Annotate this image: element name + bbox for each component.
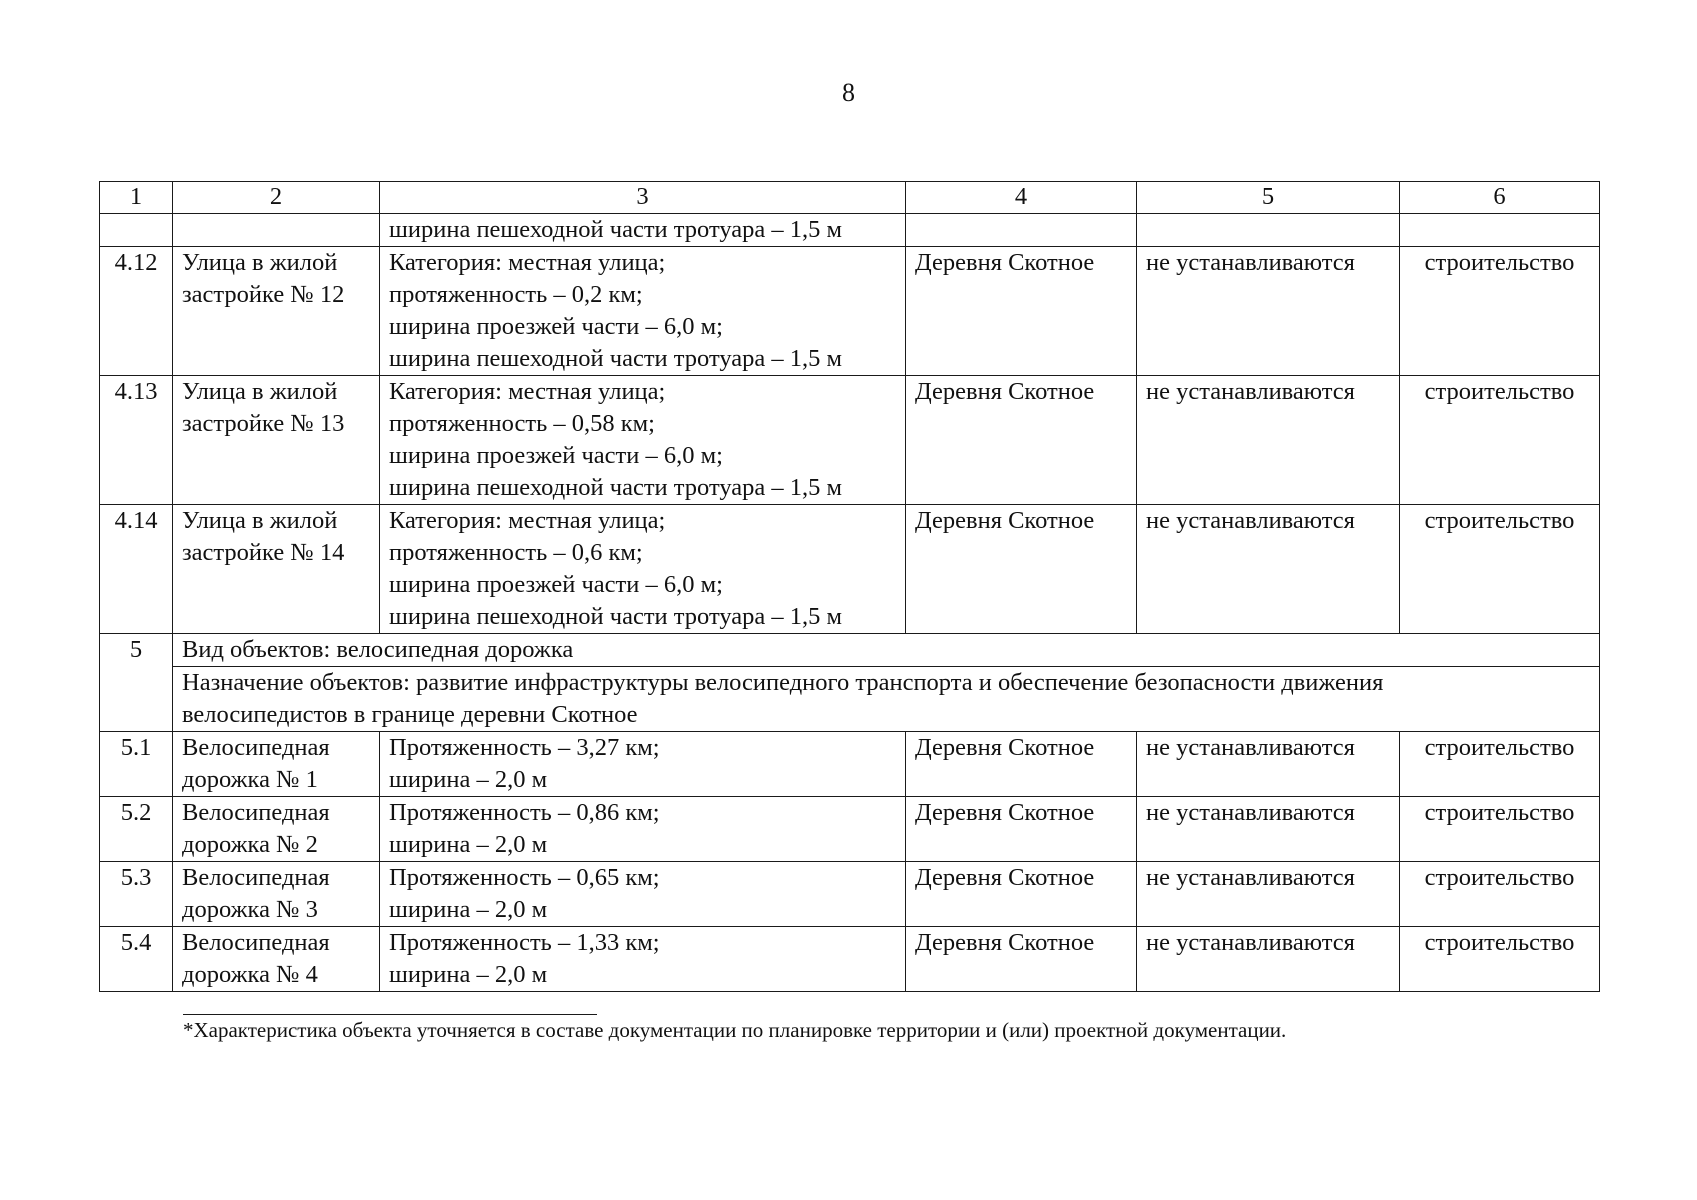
table-row xyxy=(100,732,1600,797)
cell-characteristics xyxy=(380,247,906,376)
name-line: Улица в жилой xyxy=(182,507,338,534)
cell-zones xyxy=(1137,214,1400,247)
cell-location xyxy=(906,214,1137,247)
column-number-1: 1 xyxy=(100,182,173,214)
cell-status: строительство xyxy=(1400,505,1600,634)
cell-number: 5.1 xyxy=(100,732,173,797)
cell-characteristics xyxy=(380,214,906,247)
section-purpose-row xyxy=(100,667,1600,732)
cell-characteristics xyxy=(380,927,906,992)
cell-number: 4.12 xyxy=(100,247,173,376)
cell-location: Деревня Скотное xyxy=(906,797,1137,862)
characteristics-line: Протяженность – 0,86 км; xyxy=(389,799,660,826)
cell-characteristics xyxy=(380,376,906,505)
name-line: застройке № 13 xyxy=(182,410,345,437)
cell-number: 5.3 xyxy=(100,862,173,927)
column-number-3: 3 xyxy=(380,182,906,214)
objects-table xyxy=(99,181,1600,992)
cell-status: строительство xyxy=(1400,797,1600,862)
table-row xyxy=(100,376,1600,505)
name-line: Велосипедная xyxy=(182,864,330,891)
cell-status: строительство xyxy=(1400,862,1600,927)
purpose-line: Назначение объектов: развитие инфраструктуры велосипедного транспорта и обеспечение безопасности движения xyxy=(182,669,1384,696)
cell-location: Деревня Скотное xyxy=(906,505,1137,634)
name-line: Велосипедная xyxy=(182,929,330,956)
characteristics-line: Категория: местная улица; xyxy=(389,378,666,405)
table-row xyxy=(100,927,1600,992)
table-row xyxy=(100,862,1600,927)
name-line: Улица в жилой xyxy=(182,249,338,276)
name-line: Велосипедная xyxy=(182,799,330,826)
characteristics-line: Протяженность – 1,33 км; xyxy=(389,929,660,956)
characteristics-line: протяженность – 0,2 км; xyxy=(389,281,643,308)
characteristics-line: Протяженность – 0,65 км; xyxy=(389,864,660,891)
footnote: *Характеристика объекта уточняется в составе документации по планировке территории и (или) проектной документации. xyxy=(183,1018,1287,1042)
cell-location: Деревня Скотное xyxy=(906,376,1137,505)
characteristics-line: ширина – 2,0 м xyxy=(389,961,548,988)
section-purpose xyxy=(173,667,1600,732)
column-number-6: 6 xyxy=(1400,182,1600,214)
cell-characteristics xyxy=(380,505,906,634)
cell-zones: не устанавливаются xyxy=(1137,247,1400,376)
cell-location: Деревня Скотное xyxy=(906,732,1137,797)
cell-status: строительство xyxy=(1400,927,1600,992)
name-line: дорожка № 1 xyxy=(182,766,318,793)
cell-characteristics xyxy=(380,797,906,862)
name-line: дорожка № 3 xyxy=(182,896,318,923)
characteristics-line: Категория: местная улица; xyxy=(389,507,666,534)
cell-number: 5.4 xyxy=(100,927,173,992)
footnote-divider xyxy=(183,1014,597,1015)
characteristics-line: ширина пешеходной части тротуара – 1,5 м xyxy=(389,216,843,243)
name-line: застройке № 14 xyxy=(182,539,345,566)
purpose-line: велосипедистов в границе деревни Скотное xyxy=(182,701,638,728)
characteristics-line: Протяженность – 3,27 км; xyxy=(389,734,660,761)
table-row xyxy=(100,247,1600,376)
cell-name xyxy=(173,505,380,634)
cell-number xyxy=(100,214,173,247)
cell-number: 4.14 xyxy=(100,505,173,634)
characteristics-line: ширина – 2,0 м xyxy=(389,831,548,858)
characteristics-line: ширина проезжей части – 6,0 м; xyxy=(389,571,723,598)
cell-name xyxy=(173,247,380,376)
column-number-2: 2 xyxy=(173,182,380,214)
table-header-row xyxy=(100,182,1600,214)
cell-location: Деревня Скотное xyxy=(906,862,1137,927)
characteristics-line: ширина пешеходной части тротуара – 1,5 м xyxy=(389,345,843,372)
name-line: Велосипедная xyxy=(182,734,330,761)
section-type-row xyxy=(100,634,1600,667)
cell-status xyxy=(1400,214,1600,247)
cell-characteristics xyxy=(380,862,906,927)
cell-name xyxy=(173,862,380,927)
cell-zones: не устанавливаются xyxy=(1137,927,1400,992)
table-row xyxy=(100,797,1600,862)
characteristics-line: ширина пешеходной части тротуара – 1,5 м xyxy=(389,474,843,501)
characteristics-line: ширина – 2,0 м xyxy=(389,896,548,923)
cell-name xyxy=(173,927,380,992)
characteristics-line: Категория: местная улица; xyxy=(389,249,666,276)
characteristics-line: протяженность – 0,58 км; xyxy=(389,410,655,437)
characteristics-line: ширина проезжей части – 6,0 м; xyxy=(389,442,723,469)
name-line: дорожка № 4 xyxy=(182,961,318,988)
characteristics-line: ширина пешеходной части тротуара – 1,5 м xyxy=(389,603,843,630)
cell-name xyxy=(173,732,380,797)
characteristics-line: протяженность – 0,6 км; xyxy=(389,539,643,566)
cell-zones: не устанавливаются xyxy=(1137,732,1400,797)
characteristics-line: ширина – 2,0 м xyxy=(389,766,548,793)
page-number: 8 xyxy=(842,78,855,107)
cell-location: Деревня Скотное xyxy=(906,247,1137,376)
cell-zones: не устанавливаются xyxy=(1137,505,1400,634)
table-row xyxy=(100,505,1600,634)
column-number-5: 5 xyxy=(1137,182,1400,214)
cell-number: 5.2 xyxy=(100,797,173,862)
cell-zones: не устанавливаются xyxy=(1137,797,1400,862)
section-number: 5 xyxy=(100,634,173,732)
cell-status: строительство xyxy=(1400,732,1600,797)
section-type: Вид объектов: велосипедная дорожка xyxy=(173,634,1600,667)
cell-number: 4.13 xyxy=(100,376,173,505)
name-line: Улица в жилой xyxy=(182,378,338,405)
cell-name xyxy=(173,797,380,862)
column-number-4: 4 xyxy=(906,182,1137,214)
cell-location: Деревня Скотное xyxy=(906,927,1137,992)
cell-name xyxy=(173,214,380,247)
name-line: дорожка № 2 xyxy=(182,831,318,858)
characteristics-line: ширина проезжей части – 6,0 м; xyxy=(389,313,723,340)
cell-characteristics xyxy=(380,732,906,797)
name-line: застройке № 12 xyxy=(182,281,345,308)
cell-zones: не устанавливаются xyxy=(1137,376,1400,505)
table-row-continuation xyxy=(100,214,1600,247)
cell-zones: не устанавливаются xyxy=(1137,862,1400,927)
cell-name xyxy=(173,376,380,505)
cell-status: строительство xyxy=(1400,376,1600,505)
cell-status: строительство xyxy=(1400,247,1600,376)
